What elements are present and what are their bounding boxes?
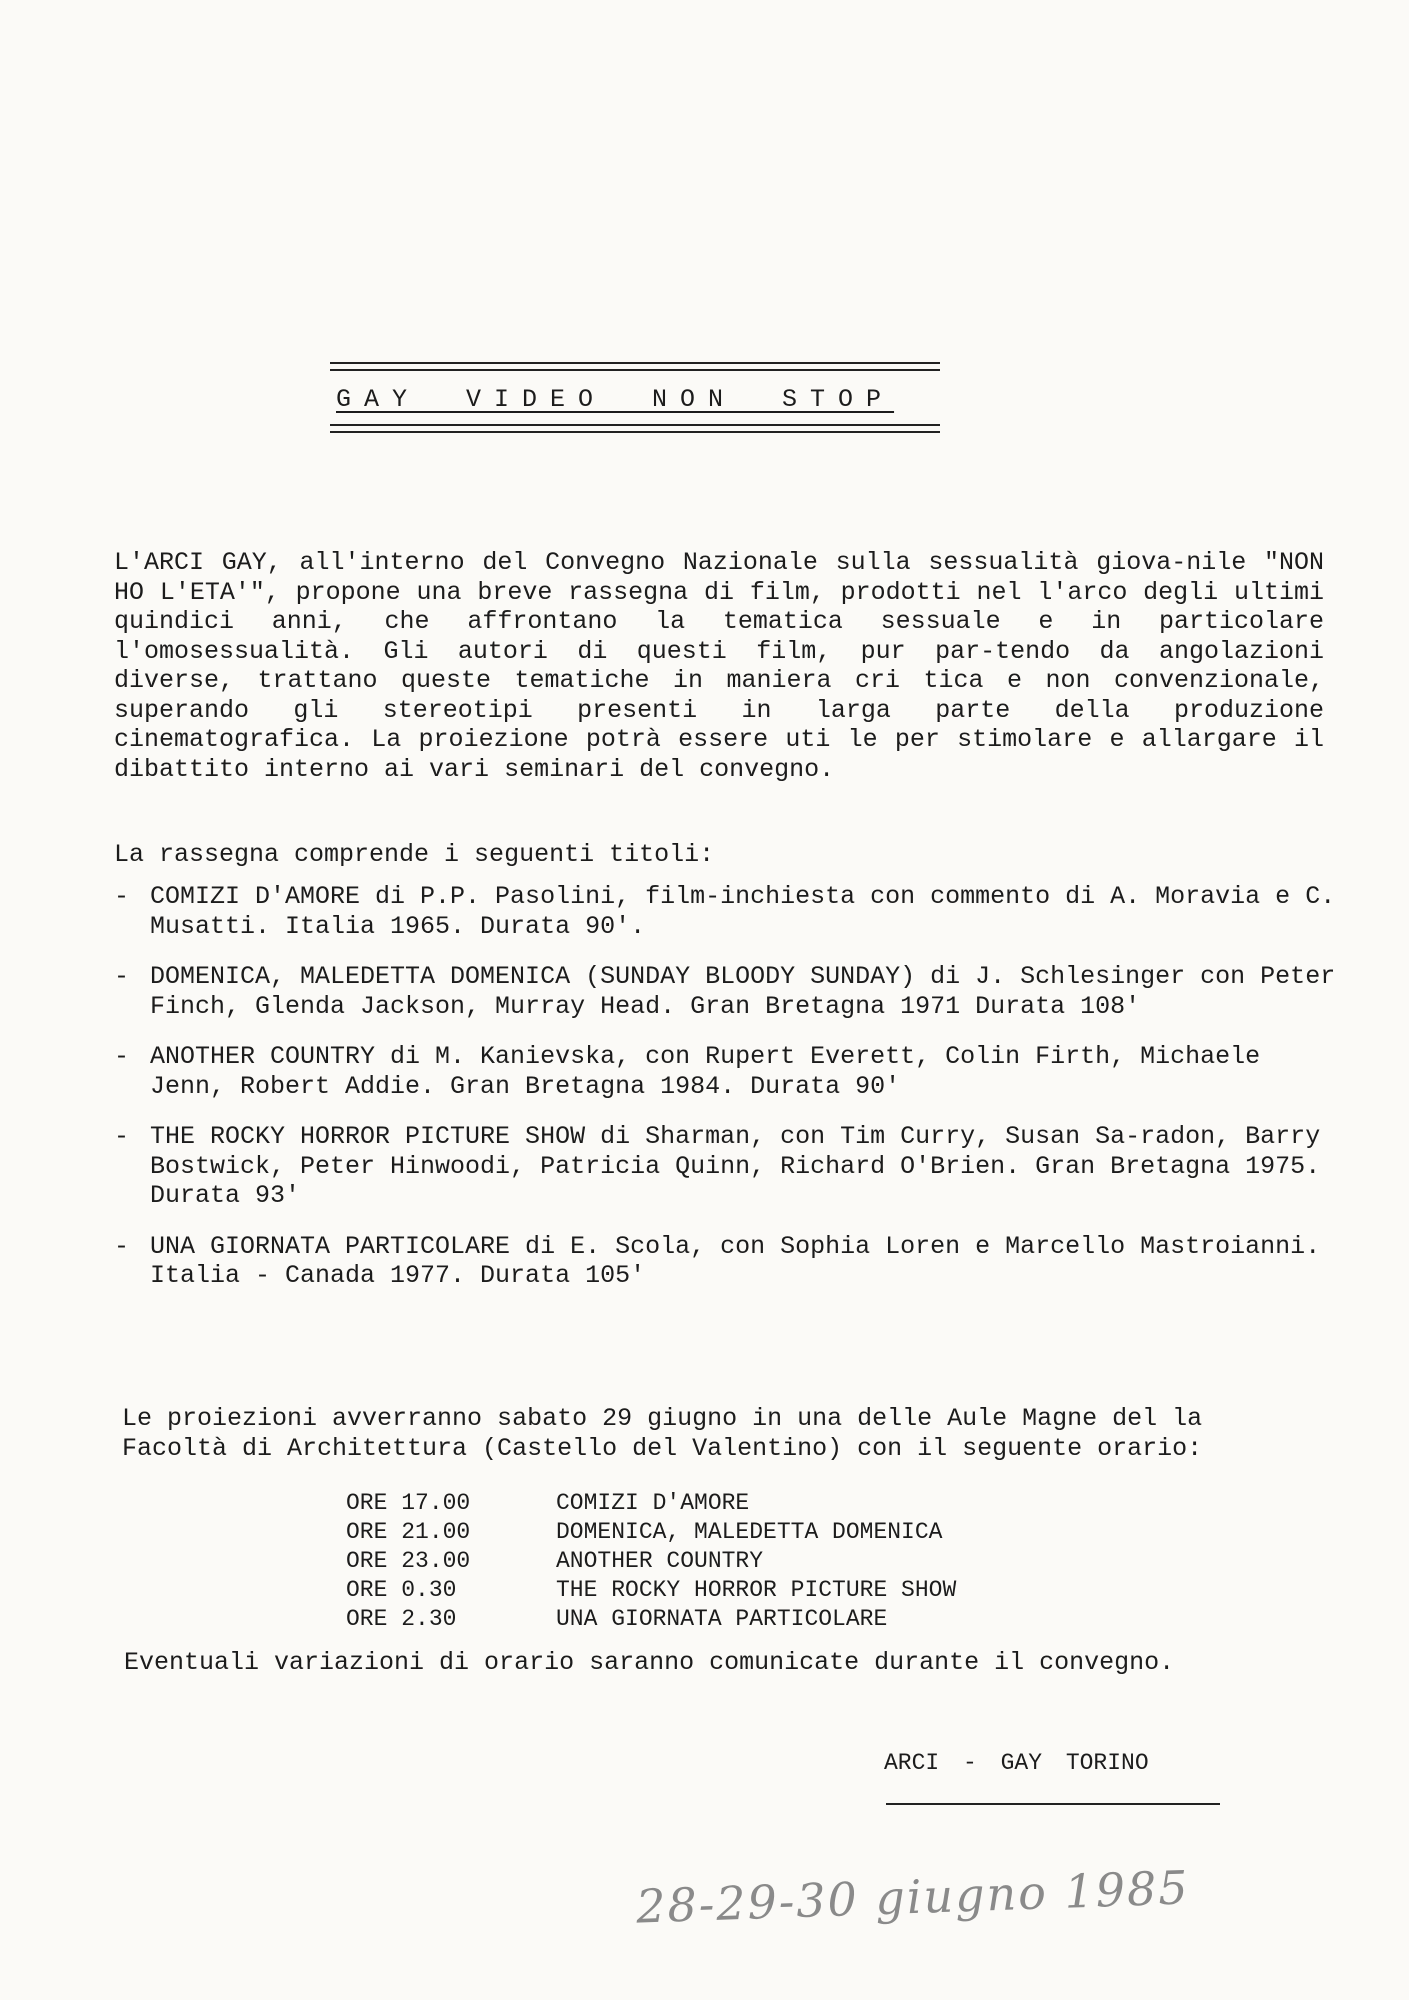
- schedule-time: ORE 23.00: [346, 1548, 471, 1574]
- variation-note: Eventuali variazioni di orario saranno comunicate durante il convegno.: [124, 1648, 1175, 1677]
- handwritten-date: 28-29-30 giugno 1985: [635, 1860, 1191, 1934]
- film-text: THE ROCKY HORROR PICTURE SHOW di Sharman, con Tim Curry, Susan Sa-radon, Barry Bostwick, Peter Hinwoodi, Patricia Quinn, Richard O'Brien. Gran Bretagna 1975. Durata 93': [150, 1122, 1321, 1210]
- schedule-row: [346, 1548, 956, 1577]
- schedule-title: ANOTHER COUNTRY: [556, 1548, 764, 1574]
- schedule-time: ORE 21.00: [346, 1519, 471, 1545]
- film-item: [114, 1122, 1344, 1211]
- schedule-time: ORE 17.00: [346, 1490, 471, 1516]
- schedule-paragraph: Le proiezioni avverranno sabato 29 giugno in una delle Aule Magne del la Facoltà di Architettura (Castello del Valentino) con il seguente orario:: [122, 1404, 1203, 1463]
- title-block: [330, 362, 940, 433]
- film-text: COMIZI D'AMORE di P.P. Pasolini, film-inchiesta con commento di A. Moravia e C. Musatti. Italia 1965. Durata 90'.: [150, 882, 1336, 941]
- bullet-dash: -: [114, 1122, 130, 1151]
- film-item: [114, 1232, 1344, 1291]
- bullet-dash: -: [114, 1231, 130, 1261]
- film-item: [114, 962, 1344, 1021]
- film-item: [114, 882, 1344, 941]
- schedule-title: THE ROCKY HORROR PICTURE SHOW: [556, 1577, 957, 1603]
- schedule-title: DOMENICA, MALEDETTA DOMENICA: [556, 1519, 943, 1545]
- film-text: UNA GIORNATA PARTICOLARE di E. Scola, con Sophia Loren e Marcello Mastroianni. Italia - Canada 1977. Durata 105': [150, 1231, 1321, 1290]
- intro-paragraph: L'ARCI GAY, all'interno del Convegno Nazionale sulla sessualità giova-nile "NON HO L'ETA'", propone una breve rassegna di film, prodotti nel l'arco degli ultimi quindici anni, che affrontano la tematica sessuale e in particolare l'omosessualità. Gli autori di questi film, pur par-tendo da angolazioni diverse, trattano queste tematiche in maniera cri tica e non convenzionale, superando gli stereotipi presenti in larga parte della produzione cinematografica. La proiezione potrà essere uti le per stimolare e allargare il dibattito interno ai vari seminari del convegno.: [114, 548, 1324, 784]
- bullet-dash: -: [114, 882, 130, 911]
- schedule-title: COMIZI D'AMORE: [556, 1490, 750, 1516]
- film-text: DOMENICA, MALEDETTA DOMENICA (SUNDAY BLOODY SUNDAY) di J. Schlesinger con Peter Finch, Glenda Jackson, Murray Head. Gran Bretagna 1971 Durata 108': [150, 962, 1336, 1021]
- film-item: [114, 1042, 1344, 1101]
- title-top-rule: [330, 362, 940, 371]
- schedule-time: ORE 0.30: [346, 1577, 457, 1603]
- bullet-dash: -: [114, 962, 130, 991]
- document-title-text: GAY VIDEO NON STOP: [336, 385, 895, 414]
- schedule-row: [346, 1606, 956, 1635]
- schedule-row: [346, 1519, 956, 1548]
- signature-rule: [886, 1803, 1220, 1805]
- schedule-table: [346, 1490, 956, 1635]
- title-bottom-rule: [330, 424, 940, 433]
- schedule-time: ORE 2.30: [346, 1606, 457, 1632]
- film-list: [114, 882, 1344, 1312]
- schedule-row: [346, 1490, 956, 1519]
- signature: ARCI - GAY TORINO: [884, 1750, 1149, 1776]
- bullet-dash: -: [114, 1042, 130, 1071]
- document-title: [336, 385, 940, 414]
- schedule-title: UNA GIORNATA PARTICOLARE: [556, 1606, 888, 1632]
- film-list-lead: La rassegna comprende i seguenti titoli:: [114, 840, 715, 869]
- schedule-row: [346, 1577, 956, 1606]
- film-text: ANOTHER COUNTRY di M. Kanievska, con Rupert Everett, Colin Firth, Michaele Jenn, Robert Addie. Gran Bretagna 1984. Durata 90': [150, 1042, 1261, 1101]
